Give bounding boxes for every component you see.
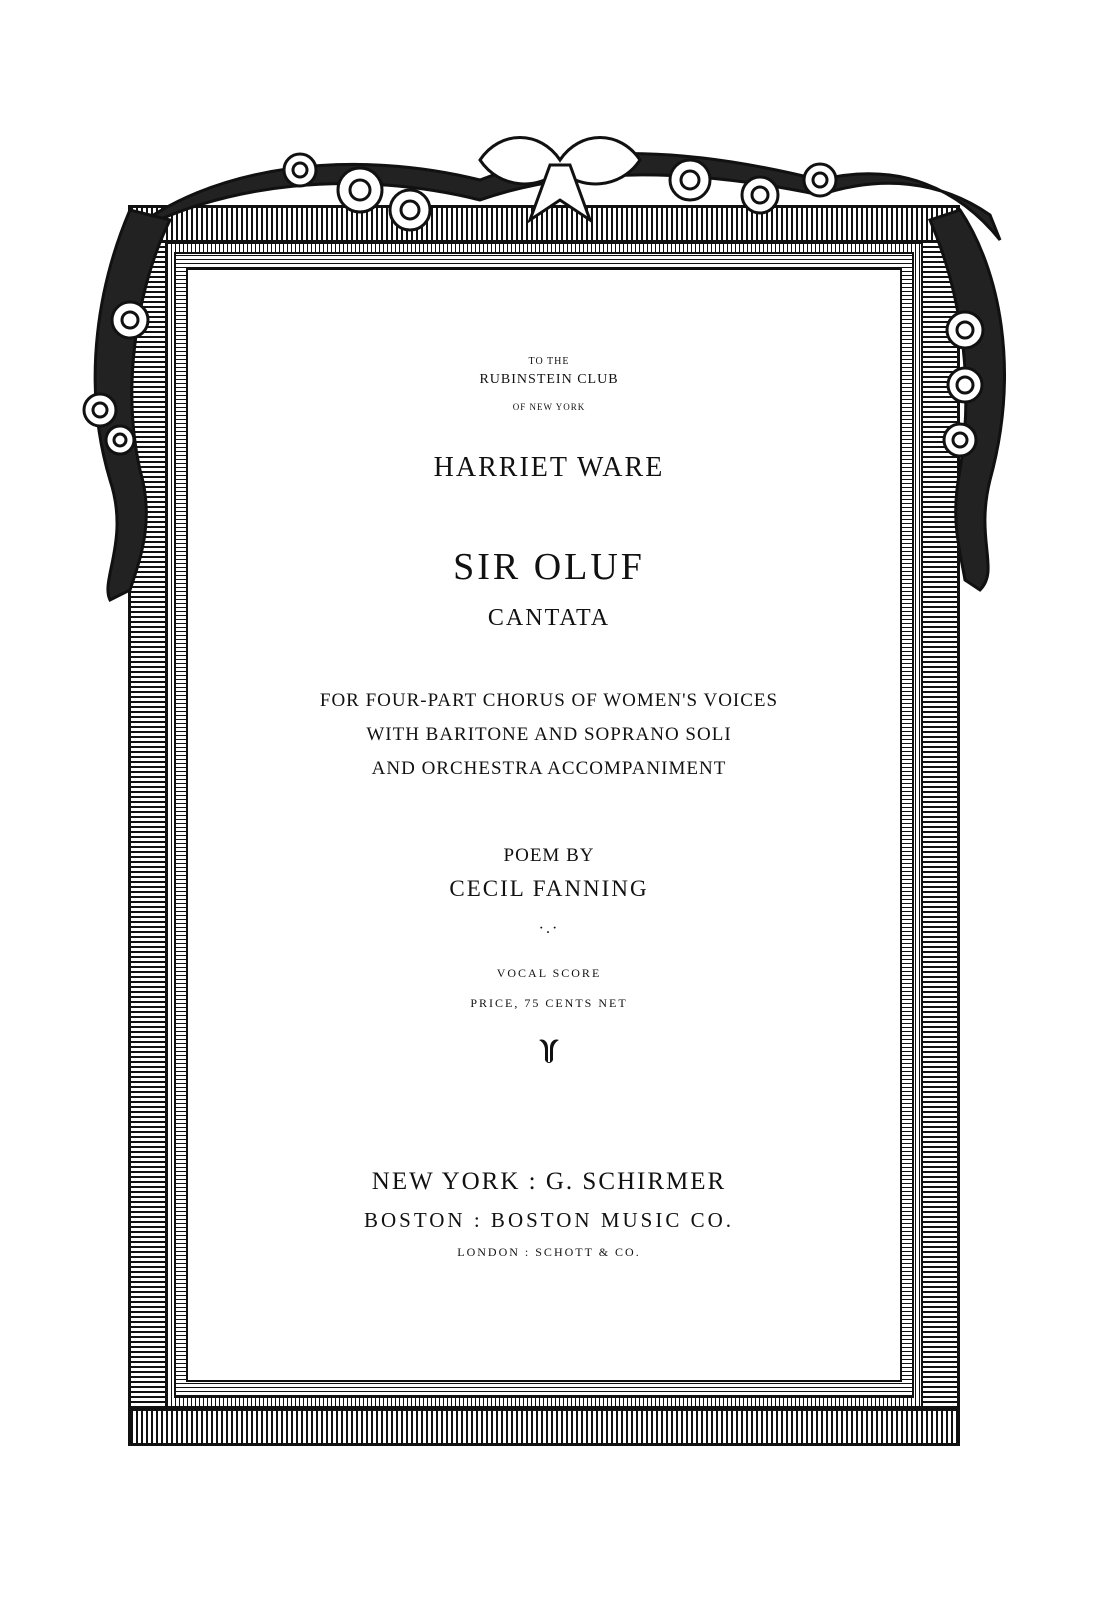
edition-label: VOCAL SCORE — [496, 966, 602, 980]
dedication-line-2: RUBINSTEIN CLUB — [479, 372, 619, 387]
publisher-london: LONDON : SCHOTT & CO. — [457, 1245, 641, 1259]
publisher-boston: BOSTON : BOSTON MUSIC CO. — [363, 1208, 735, 1232]
publisher-new-york: NEW YORK : G. SCHIRMER — [371, 1168, 727, 1195]
dedication-line-3: OF NEW YORK — [512, 402, 586, 412]
composer-name: HARRIET WARE — [433, 452, 665, 483]
frame-bottom-border — [128, 1408, 960, 1446]
poem-by-label: POEM BY — [503, 845, 595, 866]
price-label: PRICE, 75 CENTS NET — [470, 996, 628, 1010]
dedication-line-1: TO THE — [528, 356, 570, 367]
publisher-monogram-icon — [0, 1036, 1098, 1074]
poet-name: CECIL FANNING — [449, 876, 649, 901]
work-subtitle: CANTATA — [487, 605, 611, 631]
separator-dots: ·.· — [538, 920, 560, 937]
scoring-line-3: AND ORCHESTRA ACCOMPANIMENT — [371, 758, 727, 779]
scoring-line-1: FOR FOUR-PART CHORUS OF WOMEN'S VOICES — [319, 690, 779, 711]
work-title: SIR OLUF — [453, 546, 645, 588]
scoring-line-2: WITH BARITONE AND SOPRANO SOLI — [366, 724, 732, 745]
